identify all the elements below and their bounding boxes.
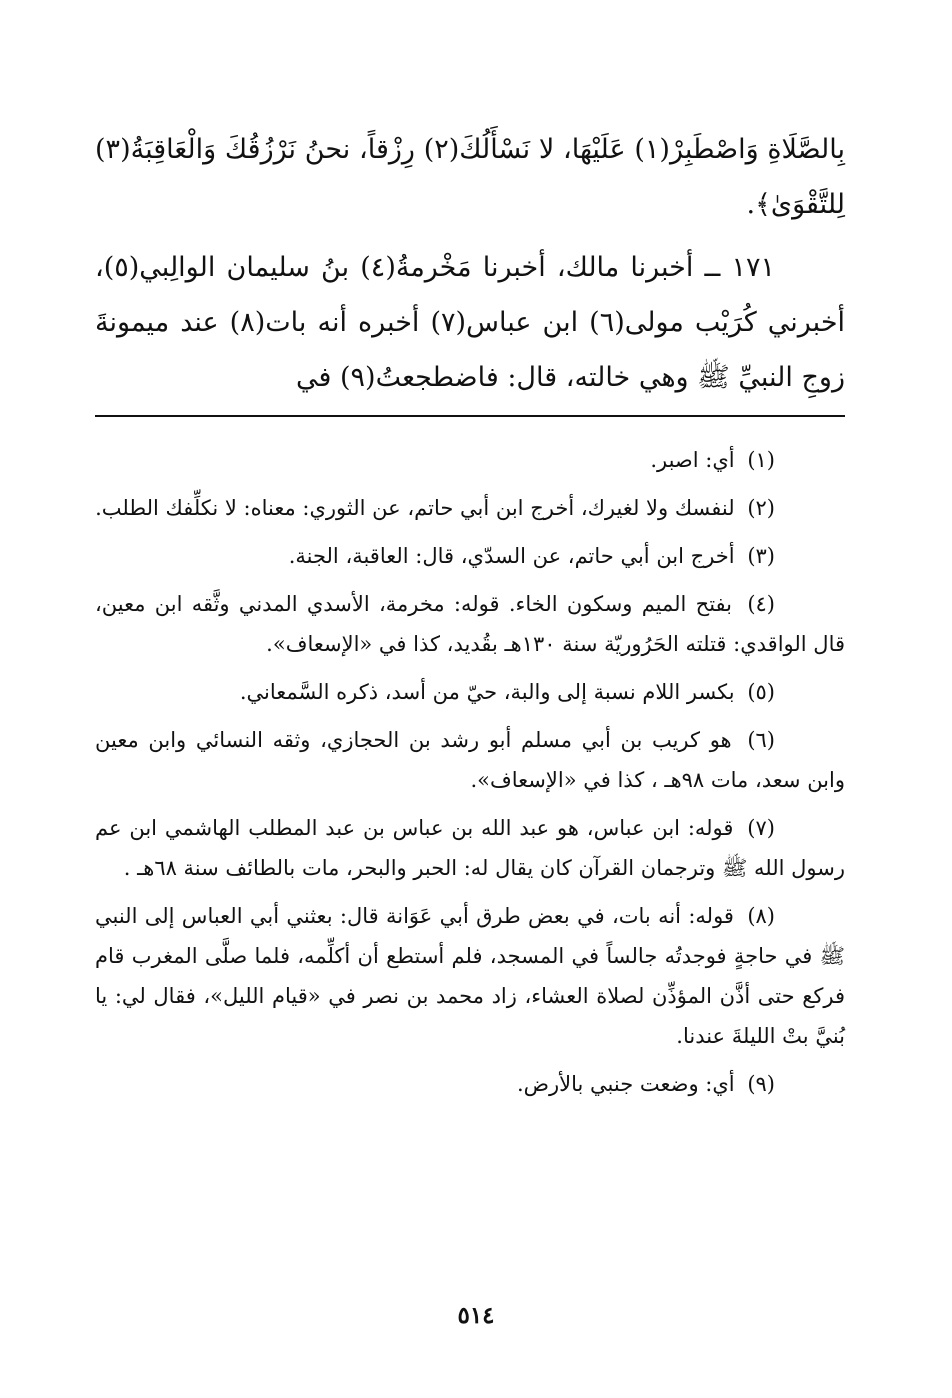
footnote-1: [95, 440, 845, 480]
footnote-9: [95, 1064, 845, 1104]
footnote-divider: [95, 415, 845, 417]
footnote-number: (٥): [747, 680, 775, 704]
footnote-3: [95, 536, 845, 576]
verse-paragraph: بِالصَّلَاةِ وَاصْطَبِرْ(١) عَلَيْهَا، لا نَسْأَلُكَ(٢) رِزْقاً، نحنُ نَرْزُقُكَ وَالْعَاقِبَةُ(٣) لِلتَّقْوَىٰ﴾.: [95, 134, 846, 220]
footnote-number: (١): [747, 448, 775, 472]
footnote-text: بكسر اللام نسبة إلى والبة، حيّ من أسد، ذكره السَّمعاني.: [239, 680, 735, 704]
footnote-text: بفتح الميم وسكون الخاء. قوله: مخرمة، الأسدي المدني وثَّقه ابن معين، قال الواقدي: قتلته الحَرُوريّة سنة ١٣٠هـ بقُديد، كذا في «الإسعاف».: [95, 592, 845, 656]
footnote-number: (٢): [747, 496, 775, 520]
footnote-8: [95, 896, 845, 1056]
footnote-6: [95, 720, 845, 800]
footnote-4: [95, 584, 845, 664]
footnote-number: (٣): [747, 544, 775, 568]
footnote-text: أي: اصبر.: [650, 448, 735, 472]
footnotes: [95, 440, 845, 1112]
footnote-number: (٧): [747, 816, 775, 840]
footnote-text: قوله: أنه بات، في بعض طرق أبي عَوَانة قال: بعثني أبي العباس إلى النبي ﷺ في حاجةٍ فوجدتُه جالساً في المسجد، فلم أستطع أن أكلِّمه، فلما صلَّى المغرب قام فركع حتى أذَّن المؤذِّن لصلاة العشاء، زاد محمد بن نصر في «قيام الليل»، فقال لي: يا بُنيَّ بتْ الليلةَ عندنا.: [95, 904, 845, 1048]
footnote-5: [95, 672, 845, 712]
footnote-number: (٩): [747, 1072, 775, 1096]
footnote-text: هو كريب بن أبي مسلم أبو رشد بن الحجازي، وثقه النسائي وابن معين وابن سعد، مات ٩٨هـ ، كذا في «الإسعاف».: [95, 728, 845, 792]
footnote-text: لنفسك ولا لغيرك، أخرج ابن أبي حاتم، عن الثوري: معناه: لا نكلِّفك الطلب.: [95, 496, 735, 520]
hadith-paragraph: ١٧١ ــ أخبرنا مالك، أخبرنا مَخْرمةُ(٤) بنُ سليمان الوالِبي(٥)، أخبرني كُرَيْب مولى(٦) ابن عباس(٧) أخبره أنه بات(٨) عند ميمونةَ زوجِ النبيِّ ﷺ وهي خالته، قال: فاضطجعتُ(٩) في: [95, 252, 846, 393]
footnote-text: قوله: ابن عباس، هو عبد الله بن عباس بن عبد المطلب الهاشمي ابن عم رسول الله ﷺ وترجمان القرآن كان يقال له: الحبر والبحر، مات بالطائف سنة ٦٨هـ .: [95, 816, 845, 880]
main-text: [95, 122, 845, 405]
footnote-text: أخرج ابن أبي حاتم، عن السدّي، قال: العاقبة، الجنة.: [288, 544, 735, 568]
footnote-text: أي: وضعت جنبي بالأرض.: [516, 1072, 735, 1096]
page-number: ٥١٤: [457, 1302, 495, 1329]
footnote-number: (٨): [747, 904, 775, 928]
footnote-number: (٦): [747, 728, 775, 752]
footnote-2: [95, 488, 845, 528]
footnote-number: (٤): [747, 592, 775, 616]
footnote-7: [95, 808, 845, 888]
